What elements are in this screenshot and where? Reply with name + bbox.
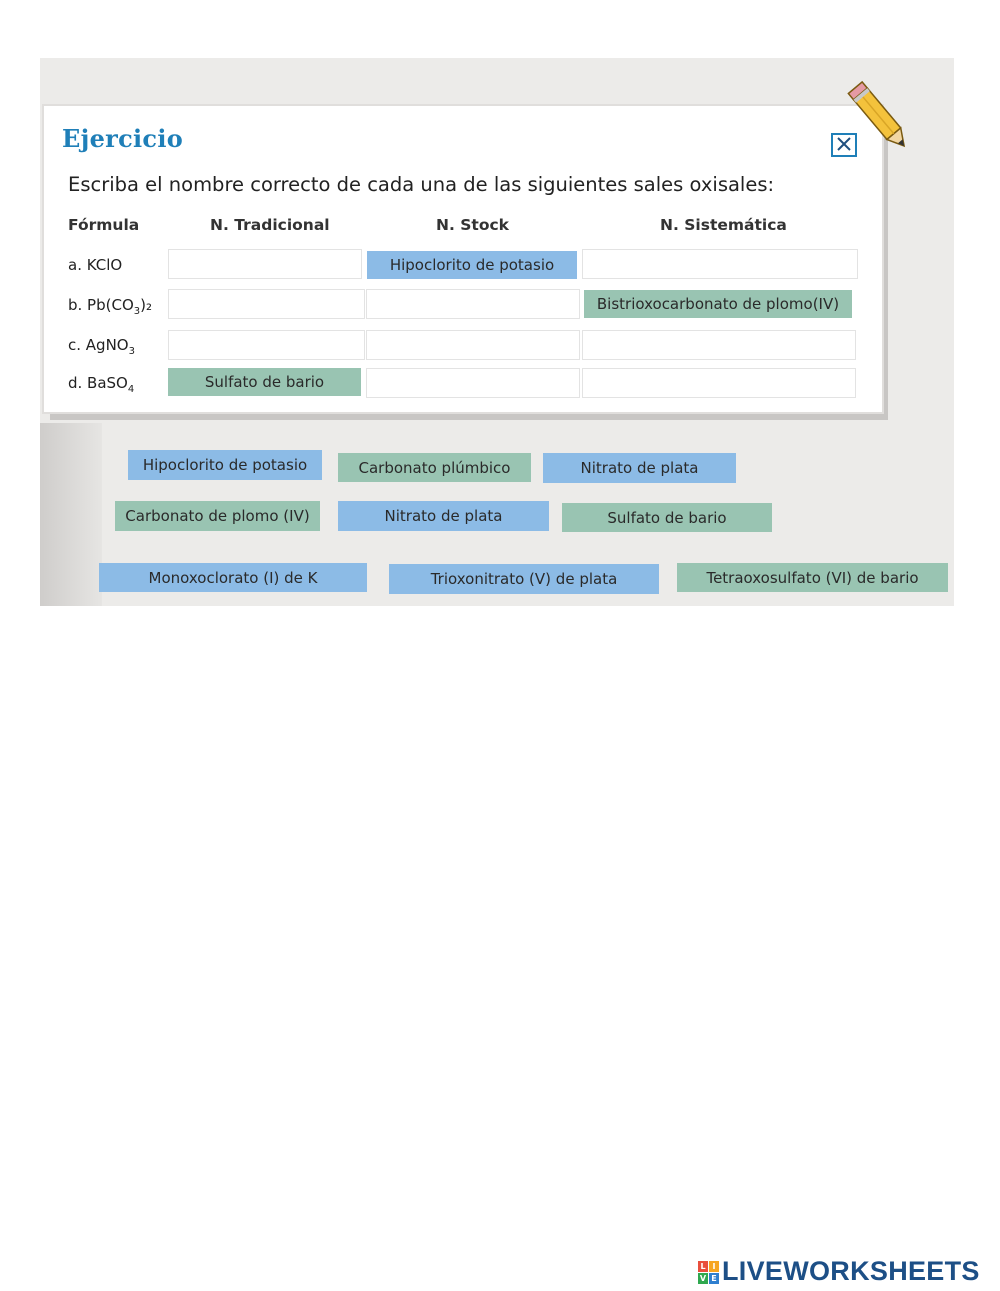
instruction-text: Escriba el nombre correcto de cada una de las siguientes sales oxisales: bbox=[68, 173, 775, 196]
header-formula: Fórmula bbox=[68, 216, 140, 234]
placed-chip-d-traditional[interactable]: Sulfato de bario bbox=[168, 368, 361, 396]
drop-cell-d-stock[interactable] bbox=[366, 368, 580, 398]
bank-chip-2[interactable]: Carbonato plúmbico bbox=[338, 453, 531, 482]
brand-logo-icon: L I V E bbox=[698, 1261, 718, 1283]
bank-chip-1[interactable]: Hipoclorito de potasio bbox=[128, 450, 322, 480]
drop-cell-d-systematic[interactable] bbox=[582, 368, 856, 398]
bank-chip-4[interactable]: Carbonato de plomo (IV) bbox=[115, 501, 320, 531]
drop-cell-c-stock[interactable] bbox=[366, 330, 580, 360]
placed-chip-b-systematic[interactable]: Bistrioxocarbonato de plomo(IV) bbox=[584, 290, 852, 318]
liveworksheets-brand bbox=[698, 1256, 980, 1287]
header-stock: N. Stock bbox=[436, 216, 509, 234]
bank-chip-7[interactable]: Monoxoclorato (I) de K bbox=[99, 563, 367, 592]
placed-chip-a-stock[interactable]: Hipoclorito de potasio bbox=[367, 251, 577, 279]
brand-name: LIVEWORKSHEETS bbox=[722, 1256, 980, 1286]
header-systematic: N. Sistemática bbox=[660, 216, 787, 234]
exercise-card bbox=[44, 106, 882, 412]
binding-shadow bbox=[40, 423, 102, 606]
drop-cell-c-systematic[interactable] bbox=[582, 330, 856, 360]
header-traditional: N. Tradicional bbox=[210, 216, 330, 234]
drop-cell-a-systematic[interactable] bbox=[582, 249, 858, 279]
bank-chip-6[interactable]: Sulfato de bario bbox=[562, 503, 772, 532]
formula-row-a: a. KClO bbox=[68, 256, 123, 274]
exercise-title: Ejercicio bbox=[62, 124, 184, 153]
formula-row-d: d. BaSO$_4$ bbox=[68, 374, 135, 395]
bank-chip-5[interactable]: Nitrato de plata bbox=[338, 501, 549, 531]
bank-chip-8[interactable]: Trioxonitrato (V) de plata bbox=[389, 564, 659, 594]
bank-chip-9[interactable]: Tetraoxosulfato (VI) de bario bbox=[677, 563, 948, 592]
drop-cell-b-traditional[interactable] bbox=[168, 289, 365, 319]
formula-row-b: b. $Pb(CO_3)_2$ bbox=[68, 296, 153, 317]
drop-cell-b-stock[interactable] bbox=[366, 289, 580, 319]
formula-row-c: c. AgNO$_3$ bbox=[68, 336, 135, 357]
bank-chip-3[interactable]: Nitrato de plata bbox=[543, 453, 736, 483]
pencil-icon bbox=[836, 62, 932, 154]
drop-cell-a-traditional[interactable] bbox=[168, 249, 362, 279]
drop-cell-c-traditional[interactable] bbox=[168, 330, 365, 360]
